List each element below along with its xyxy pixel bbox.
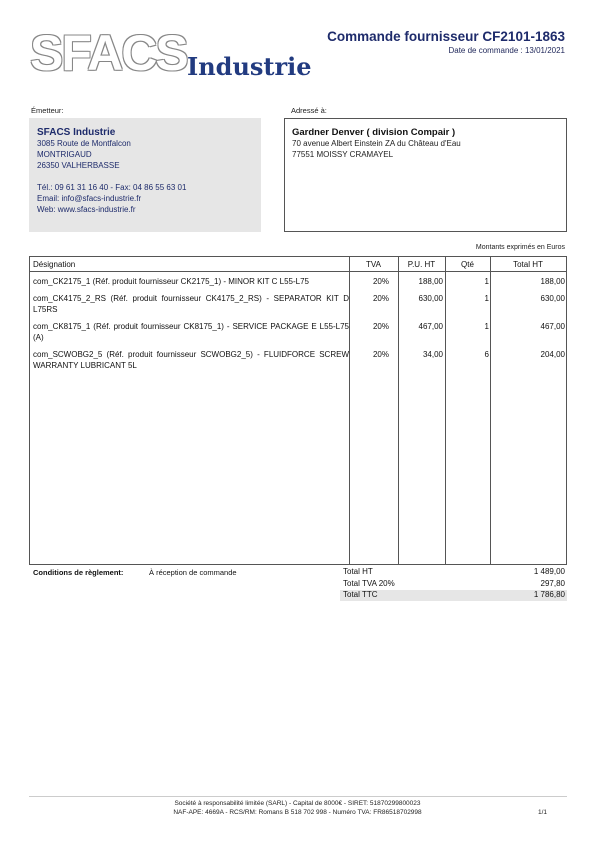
- row-designation: com_CK8175_1 (Réf. produit fournisseur CK8175_1) - SERVICE PACKAGE E L55-L75 (A): [33, 322, 349, 342]
- sender-address-line: 26350 VALHERBASSE: [37, 161, 120, 170]
- recipient-name: Gardner Denver ( division Compair ): [292, 127, 456, 138]
- company-logo-wordmark: SFACS: [30, 25, 187, 81]
- row-total: 188,00: [540, 277, 565, 286]
- col-header-tva: TVA: [366, 260, 381, 269]
- legal-line-1: Société à responsabilité limitée (SARL) - Capital de 8000€ - SIRET: 51870299800023: [174, 800, 421, 807]
- row-total: 204,00: [540, 350, 565, 359]
- total-tva-label: Total TVA 20%: [343, 579, 395, 588]
- col-header-pu: P.U. HT: [407, 260, 436, 269]
- sender-phone: Tél.: 09 61 31 16 40 - Fax: 04 86 55 63 01: [37, 183, 187, 192]
- sender-box: [29, 118, 261, 232]
- currency-note: Montants exprimés en Euros: [475, 244, 565, 251]
- row-unit-price: 188,00: [418, 277, 443, 286]
- items-table: [29, 256, 567, 565]
- row-quantity: 1: [484, 322, 489, 331]
- total-ttc-label: Total TTC: [343, 590, 378, 599]
- row-tva: 20%: [372, 294, 389, 303]
- sender-label: Émetteur:: [31, 106, 64, 115]
- row-designation: com_CK2175_1 (Réf. produit fournisseur CK2175_1) - MINOR KIT C L55-L75: [33, 277, 309, 286]
- row-total: 630,00: [540, 294, 565, 303]
- legal-line-2: NAF-APE: 4669A - RCS/RM: Romans B 518 702 998 - Numéro TVA: FR86518702998: [173, 809, 422, 816]
- row-unit-price: 467,00: [418, 322, 443, 331]
- total-tva-value: 297,80: [540, 579, 565, 588]
- col-header-total: Total HT: [513, 260, 543, 269]
- row-tva: 20%: [372, 322, 389, 331]
- row-tva: 20%: [372, 350, 389, 359]
- recipient-address-line: 77551 MOISSY CRAMAYEL: [292, 150, 394, 159]
- col-header-designation: Désignation: [33, 260, 76, 269]
- total-ht-value: 1 489,00: [533, 567, 565, 576]
- row-quantity: 1: [484, 294, 489, 303]
- row-unit-price: 630,00: [418, 294, 443, 303]
- document-title: Commande fournisseur CF2101-1863: [327, 29, 565, 44]
- payment-terms-value: À réception de commande: [149, 568, 237, 577]
- footer-divider: [29, 796, 567, 797]
- sender-address-line: MONTRIGAUD: [37, 150, 92, 159]
- row-designation: com_SCWOBG2_5 (Réf. produit fournisseur SCWOBG2_5) - FLUIDFORCE SCREW WARRANTY LUBRICANT 5L: [33, 350, 349, 370]
- order-date: Date de commande : 13/01/2021: [448, 46, 565, 55]
- recipient-label: Adressé à:: [291, 106, 327, 115]
- total-ttc-value: 1 786,80: [533, 590, 565, 599]
- row-quantity: 6: [484, 350, 489, 359]
- sender-name: SFACS Industrie: [37, 127, 116, 138]
- row-tva: 20%: [372, 277, 389, 286]
- total-ttc-row: [340, 590, 567, 601]
- sender-address-line: 3085 Route de Montfalcon: [37, 139, 131, 148]
- total-ht-label: Total HT: [343, 567, 373, 576]
- company-logo-subtitle: Industrie: [187, 52, 312, 81]
- recipient-address-line: 70 avenue Albert Einstein ZA du Château d'Eau: [292, 139, 461, 148]
- payment-terms-label: Conditions de règlement:: [33, 568, 124, 577]
- sender-web: Web: www.sfacs-industrie.fr: [37, 205, 136, 214]
- row-unit-price: 34,00: [422, 350, 443, 359]
- sender-email: Email: info@sfacs-industrie.fr: [37, 194, 142, 203]
- col-header-qty: Qté: [461, 260, 474, 269]
- recipient-box: [284, 118, 567, 232]
- total-tva-row: [340, 579, 567, 590]
- row-quantity: 1: [484, 277, 489, 286]
- row-total: 467,00: [540, 322, 565, 331]
- total-ht-row: [340, 567, 567, 578]
- row-designation: com_CK4175_2_RS (Réf. produit fournisseur CK4175_2_RS) - SEPARATOR KIT D L75RS: [33, 294, 349, 314]
- page-number: 1/1: [537, 809, 547, 816]
